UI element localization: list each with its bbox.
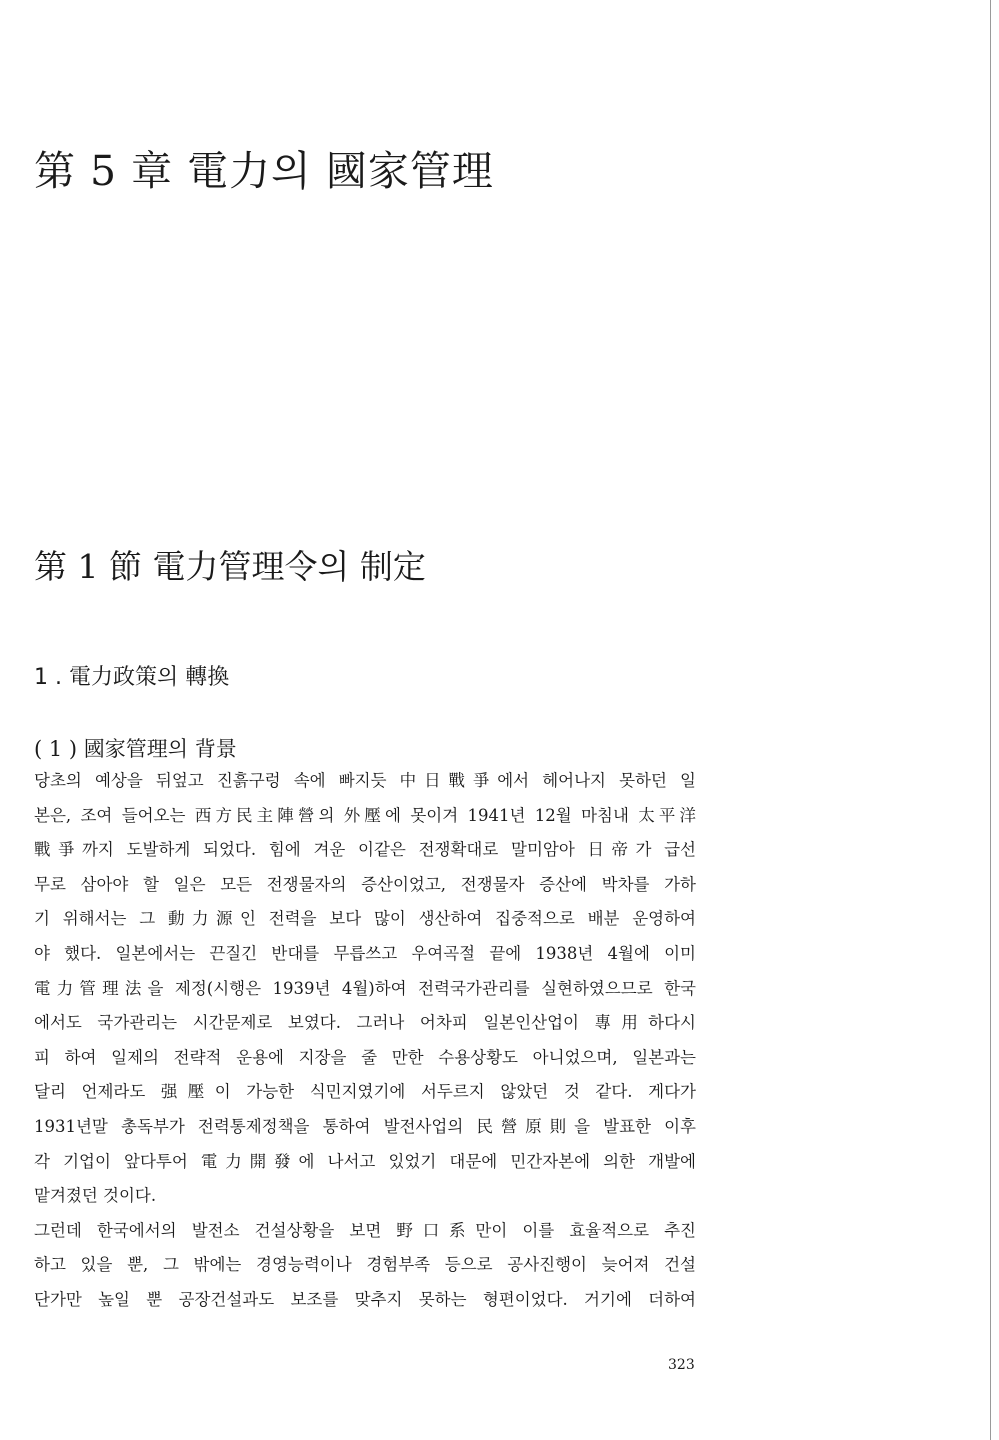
page-edge-line bbox=[990, 0, 991, 1440]
text-line: 각 기업이 앞다투어 電力開發에 나서고 있었기 대문에 민간자본에 의한 개발에 bbox=[34, 1151, 696, 1171]
text-line: 맡겨졌던 것이다. bbox=[34, 1186, 157, 1206]
text-line: 電力管理法을 제정(시행은 1939년 4월)하여 전력국가관리를 실현하였으므로 한국 bbox=[34, 978, 696, 998]
text-line: 戰爭까지 도발하게 되었다. 힘에 겨운 이같은 전쟁확대로 말미암아 日帝가 급선 bbox=[34, 840, 696, 860]
section-title: 第 1 節 電力管理令의 制定 bbox=[34, 547, 426, 586]
text-line: 기 위해서는 그 動力源인 전력을 보다 많이 생산하여 집중적으로 배분 운영하여 bbox=[34, 909, 696, 929]
subsubsection-title: ( 1 ) 國家管理의 背景 bbox=[34, 737, 237, 761]
text-line: 본은, 조여 들어오는 西方民主陣營의 外壓에 못이겨 1941년 12월 마침내 太平洋 bbox=[34, 805, 696, 825]
text-line: 1931년말 총독부가 전력통제정책을 통하여 발전사업의 民營原則을 발표한 이후 bbox=[34, 1116, 696, 1136]
text-line: 당초의 예상을 뒤엎고 진흙구렁 속에 빠지듯 中日戰爭에서 헤어나지 못하던 일 bbox=[34, 771, 696, 790]
paragraph-1 bbox=[34, 764, 696, 1214]
page-number: 323 bbox=[668, 1357, 695, 1373]
body-text bbox=[34, 764, 696, 1318]
chapter-title: 第 5 章 電力의 國家管理 bbox=[34, 147, 494, 195]
paragraph-2 bbox=[34, 1214, 696, 1318]
text-line: 에서도 국가관리는 시간문제로 보였다. 그러나 어차피 일본인산업이 專用하다시 bbox=[34, 1013, 696, 1033]
text-line: 무로 삼아야 할 일은 모든 전쟁물자의 증산이었고, 전쟁물자 증산에 박차를 가하 bbox=[34, 874, 696, 894]
text-line: 야 했다. 일본에서는 끈질긴 반대를 무릅쓰고 우여곡절 끝에 1938년 4월에 이미 bbox=[34, 943, 696, 963]
text-line: 그런데 한국에서의 발전소 건설상황을 보면 野口系만이 이를 효율적으로 추진 bbox=[34, 1220, 696, 1240]
text-line: 하고 있을 뿐, 그 밖에는 경영능력이나 경험부족 등으로 공사진행이 늦어져 건설 bbox=[34, 1255, 696, 1275]
text-line: 단가만 높일 뿐 공장건설과도 보조를 맞추지 못하는 형편이었다. 거기에 더하여 bbox=[34, 1289, 696, 1309]
subsection-title: 1 . 電力政策의 轉換 bbox=[34, 665, 230, 690]
text-line: 피 하여 일제의 전략적 운용에 지장을 줄 만한 수용상황도 아니었으며, 일본과는 bbox=[34, 1047, 696, 1067]
text-line: 달리 언제라도 强壓이 가능한 식민지였기에 서두르지 않았던 것 같다. 게다가 bbox=[34, 1082, 696, 1102]
